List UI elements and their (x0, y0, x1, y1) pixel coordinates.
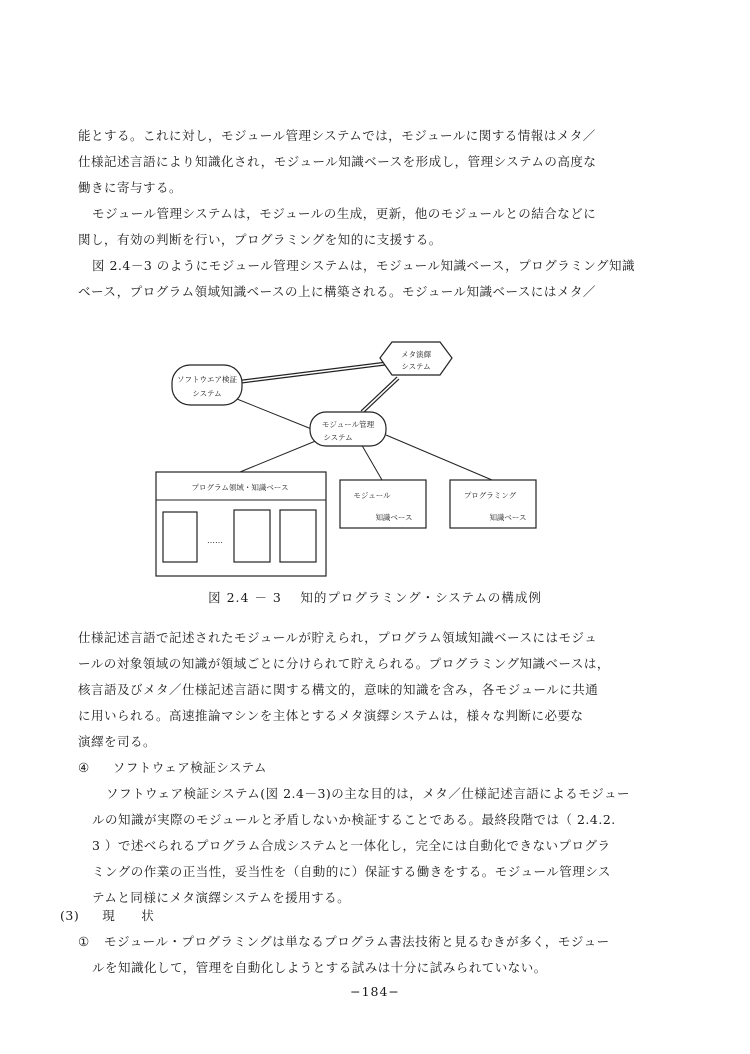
text-line: 3 ）で述べられるプログラム合成システムと一体化し，完全には自動化できないプログラ (92, 838, 611, 853)
text-line: モジュール管理システムは，モジュールの生成，更新，他のモジュールとの結合などに (92, 206, 597, 221)
module-manager-label-1: モジュール管理 (321, 420, 375, 429)
link-manager-domain (240, 440, 318, 472)
section-3-item-1-text-cont (92, 955, 668, 981)
domain-dots: …… (207, 536, 223, 545)
text-line: テムと同様にメタ演繹システムを援用する。 (92, 890, 351, 905)
section-3-heading (60, 903, 154, 929)
section-4-text-block (92, 781, 668, 911)
domain-subbox-1 (163, 512, 197, 562)
link-verify-manager (232, 397, 314, 430)
system-diagram (0, 330, 750, 590)
verify-system-label-1: ソフトウエア検証 (177, 375, 237, 384)
verify-system-label-2: システム (192, 389, 222, 398)
text-line: ルの知識が実際のモジュールと矛盾しないか検証することである。最終段階では（ 2.4.2. (92, 812, 616, 827)
text-line: 仕様記述言語により知識化され，モジュール知識ベースを形成し，管理システムの高度な (78, 154, 597, 169)
text-line: ソフトウェア検証システム(図 2.4－3)の主な目的は，メタ／仕様記述言語によるモジュー (106, 786, 631, 801)
section-4-heading (78, 755, 267, 781)
programming-kb-label-1: プログラミング (463, 491, 517, 500)
double-link-verify-meta-inner (238, 363, 390, 382)
text-line: ルを知識化して，管理を自動化しようとする試みは十分に試みられていない。 (92, 960, 547, 975)
programming-kb-label-2: 知識ベース (489, 513, 527, 522)
text-line: ミングの作業の正当性，妥当性を（自動的に）保証する働きをする。モジュール管理シス (92, 864, 611, 879)
text-line: ベース，プログラム領域知識ベースの上に構築される。モジュール知識ベースにはメタ／ (78, 284, 596, 299)
section-4-title: ソフトウェア検証システム (112, 760, 267, 775)
top-text-block (78, 123, 668, 305)
module-kb-label-1: モジュール (353, 491, 391, 500)
meta-system-label-1: メタ演繹 (401, 350, 431, 359)
page-number: −184− (350, 984, 400, 999)
text-line: 図 2.4－3 のようにモジュール管理システムは，モジュール知識ベース，プログラミング知識 (92, 258, 636, 273)
text-line: に用いられる。高速推論マシンを主体とするメタ演繹システムは，様々な判断に必要な (78, 708, 584, 723)
text-line: 核言語及びメタ／仕様記述言語に関する構文的，意味的知識を含み，各モジュールに共通 (78, 682, 599, 697)
link-manager-module-kb (360, 442, 382, 480)
figure-caption: 図 2.4 － 3 知的プログラミング・システムの構成例 (208, 590, 542, 605)
text-line: 能とする。これに対し，モジュール管理システムでは，モジュールに関する情報はメタ／ (78, 128, 596, 143)
domain-subbox-3 (280, 510, 316, 562)
section-3-marker: (3) (60, 908, 80, 923)
meta-system-label-2: システム (401, 362, 431, 371)
module-kb-label-2: 知識ベース (375, 513, 413, 522)
middle-text-block (78, 625, 668, 755)
text-line: 働きに寄与する。 (78, 180, 183, 195)
program-domain-kb-label: プログラム領域・知識ベース (191, 483, 289, 492)
text-line: 仕様記述言語で記述されたモジュールが貯えられ，プログラム領域知識ベースにはモジュ (78, 630, 598, 645)
text-line: 演繹を司る。 (78, 734, 157, 749)
verify-system-node (172, 365, 242, 405)
double-link-meta-manager-inner (362, 378, 398, 412)
text-line: モジュール・プログラミングは単なるプログラム書法技術と見るむきが多く，モジュー (104, 934, 610, 949)
section-3-title: 現 状 (102, 908, 155, 923)
section-4-marker: ④ (78, 760, 90, 775)
domain-subbox-2 (234, 510, 270, 562)
module-manager-label-2: システム (323, 433, 353, 442)
text-line: ールの対象領域の知識が領域ごとに分けられて貯えられる。プログラミング知識ベースは， (78, 656, 610, 671)
section-3-item-1-text (104, 929, 668, 955)
section-3-item-1-marker: ① (78, 934, 90, 949)
link-manager-programming-kb (386, 435, 492, 480)
text-line: 関し，有効の判断を行い，プログラミングを知的に支援する。 (78, 232, 442, 247)
